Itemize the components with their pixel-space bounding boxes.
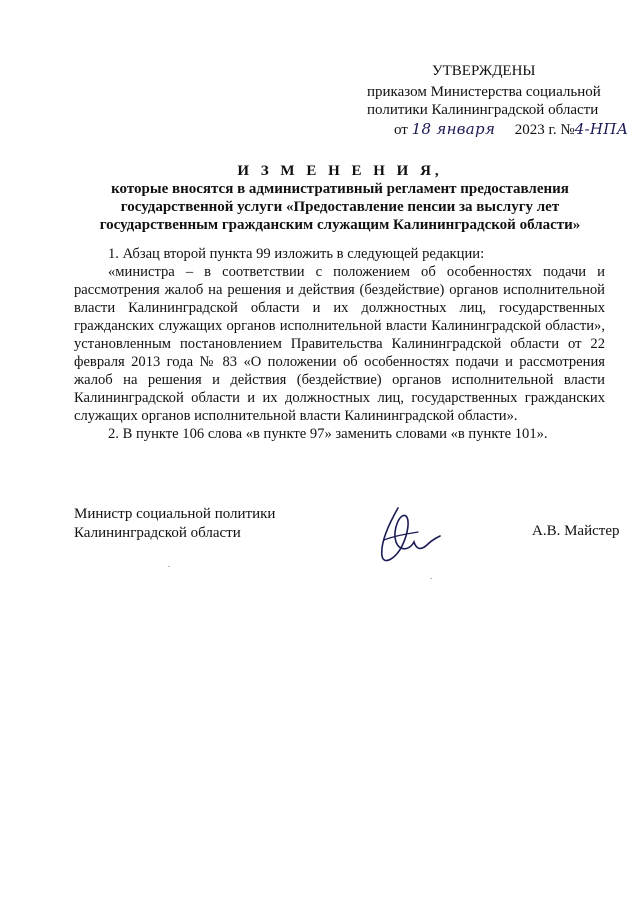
approval-date-line bbox=[394, 120, 628, 139]
heading-title: И З М Е Н Е Н И Я, bbox=[237, 163, 443, 179]
signatory-name: А.В. Майстер bbox=[532, 523, 620, 539]
date-prefix: от bbox=[394, 122, 408, 138]
year: 2023 г. bbox=[514, 122, 557, 138]
heading-line-2: государственной услуги «Предоставление пенсии за выслугу лет bbox=[120, 199, 560, 215]
number-prefix: № bbox=[560, 122, 575, 138]
approval-line-1: приказом Министерства социальной bbox=[367, 84, 601, 100]
handwritten-signature bbox=[370, 500, 450, 570]
scan-speck bbox=[430, 578, 432, 579]
position-line-1: Министр социальной политики bbox=[74, 506, 276, 522]
position-line-2: Калининградской области bbox=[74, 525, 241, 541]
handwritten-number: 4-НПА bbox=[574, 120, 629, 138]
paragraph-2: «министра – в соответствии с положением об особенностях подачи и рассмотрения жалоб на решения и действия (бездействие) органов исполнительной власти Калининградской области и их должностных лиц, государственных гражданских служащих органов исполнительной власти Калининградской области», установленным постановлением Правительства Калининградской области от 22 февраля 2013 года № 83 «О положении об особенностях подачи и рассмотрения жалоб на решения и действия (бездействие) органов исполнительной власти Калининградской области и их должностных лиц, государственных гражданских служащих органов исполнительной власти Калининградской области». bbox=[74, 264, 605, 424]
heading-line-3: государственным гражданским служащим Калининградской области» bbox=[99, 217, 581, 233]
paragraph-3: 2. В пункте 106 слова «в пункте 97» заменить словами «в пункте 101». bbox=[108, 426, 548, 442]
approval-title: УТВЕРЖДЕНЫ bbox=[432, 63, 536, 79]
paragraph-1: 1. Абзац второй пункта 99 изложить в следующей редакции: bbox=[108, 246, 485, 262]
signatory-position bbox=[74, 505, 275, 543]
scan-speck bbox=[168, 566, 170, 567]
heading-line-1: которые вносятся в административный регламент предоставления bbox=[111, 181, 569, 197]
document-body bbox=[74, 245, 605, 443]
approval-line-2: политики Калининградской области bbox=[367, 102, 599, 118]
handwritten-date: 18 января bbox=[411, 120, 496, 138]
